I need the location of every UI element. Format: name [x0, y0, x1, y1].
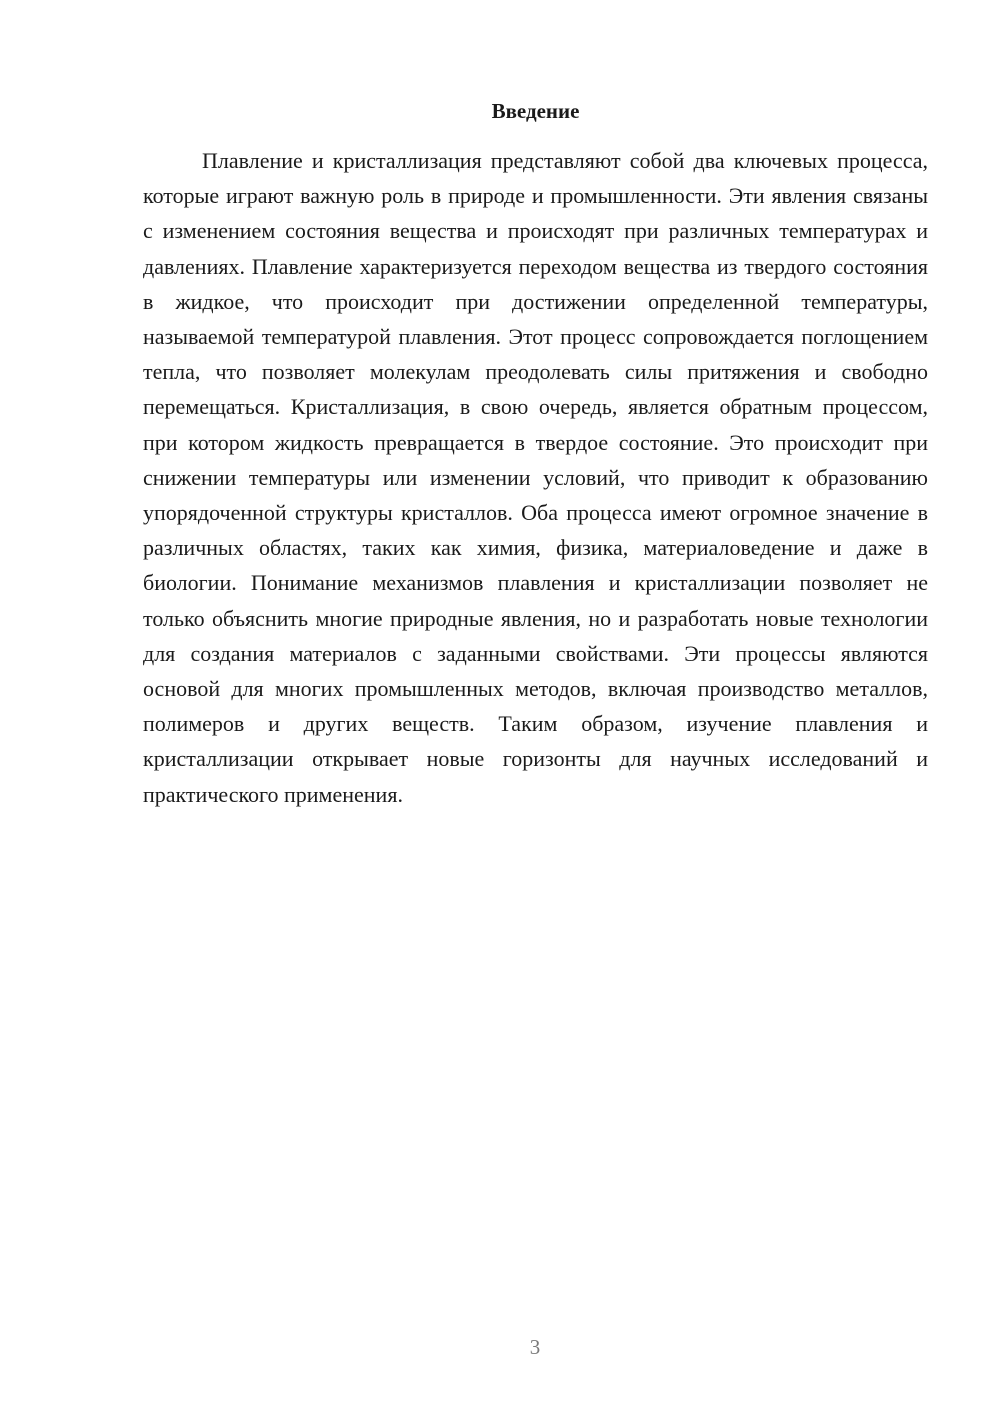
body-paragraph: Плавление и кристаллизация представляют собой два ключевых процесса, которые играют важную роль в природе и промышленности. Эти явления связаны с изменением состояния вещества и происходят при различных температурах и давлениях. Плавление характеризуется переходом вещества из твердого состояния в жидкое, что происходит при достижении определенной температуры, называемой температурой плавления. Этот процесс сопровождается поглощением тепла, что позволяет молекулам преодолевать силы притяжения и свободно перемещаться. Кристаллизация, в свою очередь, является обратным процессом, при котором жидкость превращается в твердое состояние. Это происходит при снижении температуры или изменении условий, что приводит к образованию упорядоченной структуры кристаллов. Оба процесса имеют огромное значение в различных областях, таких как химия, физика, материаловедение и даже в биологии. Понимание механизмов плавления и кристаллизации позволяет не только объяснить многие природные явления, но и разработать новые технологии для создания материалов с заданными свойствами. Эти процессы являются основой для многих промышленных методов, включая производство металлов, полимеров и других веществ. Таким образом, изучение плавления и кристаллизации открывает новые горизонты для научных исследований и практического применения.: [143, 148, 928, 807]
section-heading: Введение: [491, 99, 580, 123]
page-number: 3: [529, 1335, 541, 1359]
